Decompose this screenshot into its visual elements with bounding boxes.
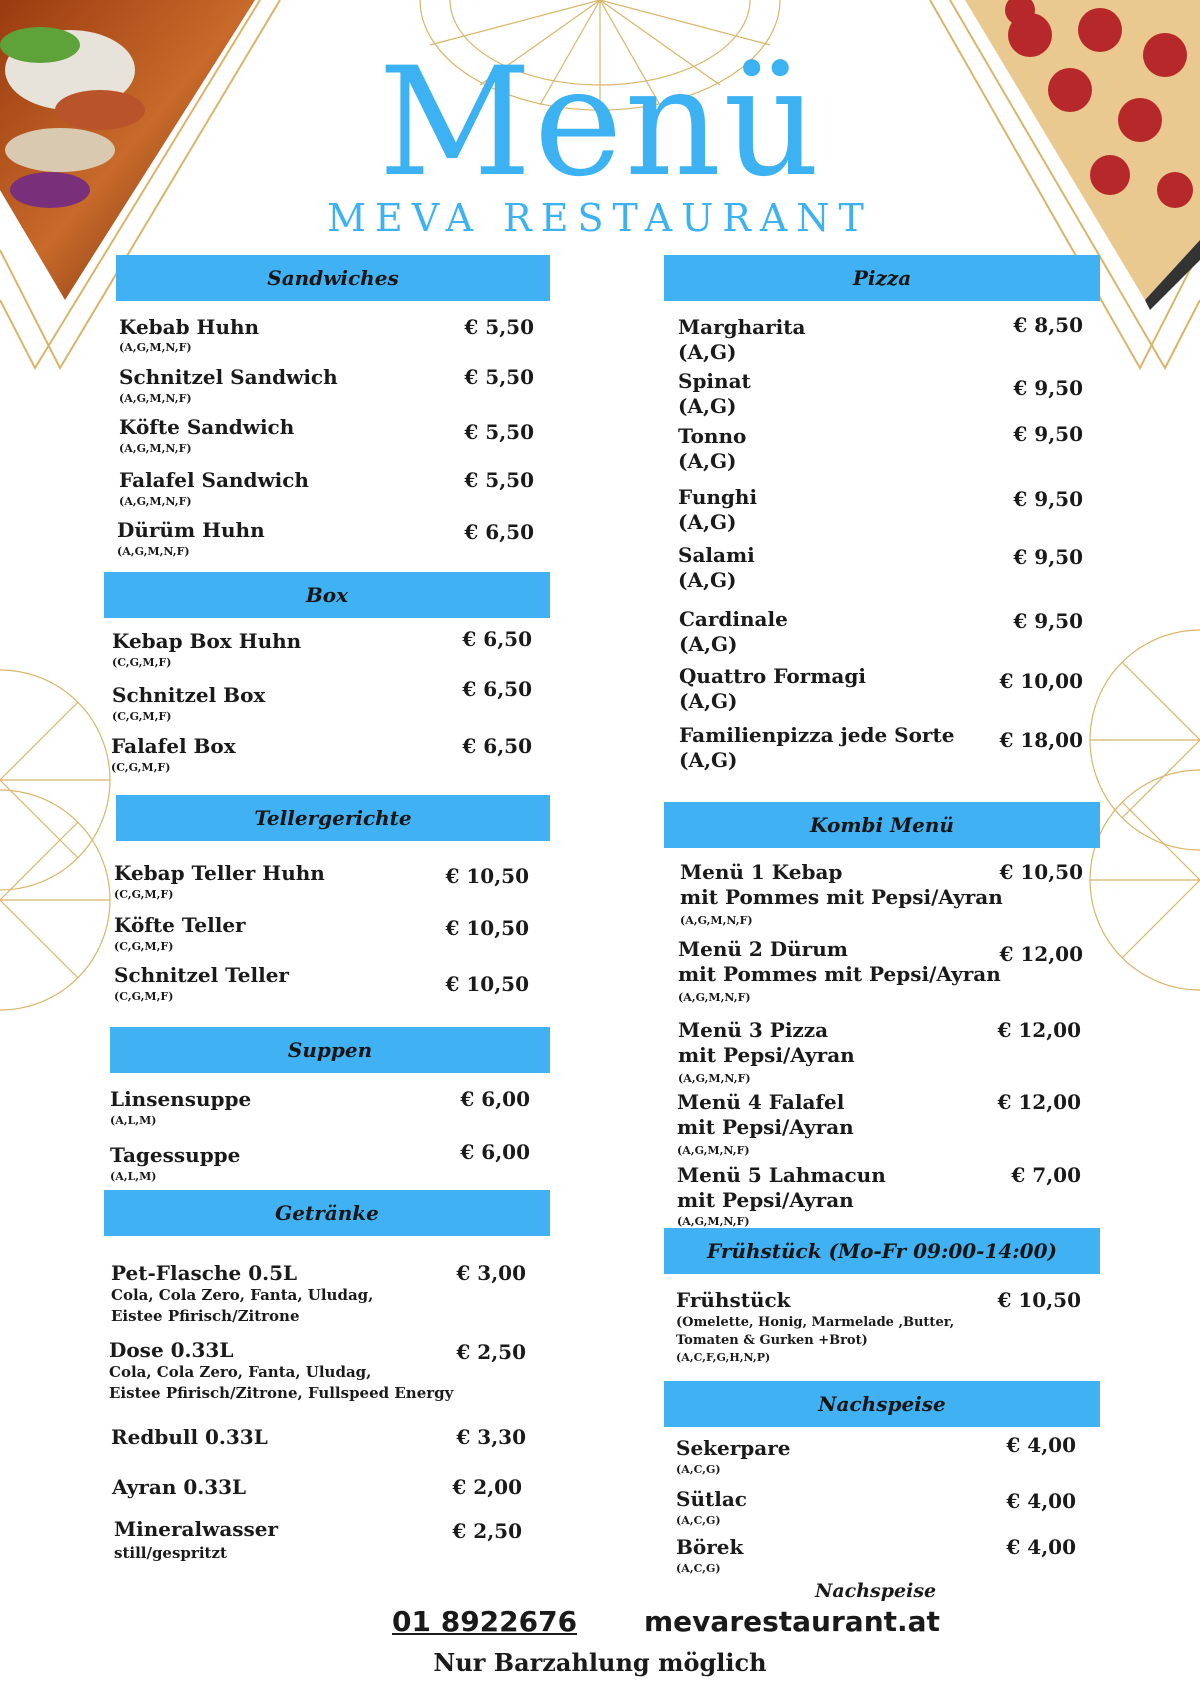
item-allergens: (A,G)	[678, 449, 737, 473]
item-name: Dose 0.33L	[109, 1338, 234, 1362]
item-name: Tagessuppe	[110, 1143, 241, 1167]
item-description: Tomaten & Gurken +Brot)	[676, 1333, 868, 1348]
section-header-tellergerichte: Tellergerichte	[116, 795, 550, 841]
item-name: Sütlac	[676, 1487, 747, 1511]
item-description: Eistee Pfirisch/Zitrone	[111, 1307, 300, 1325]
item-price: € 12,00	[997, 1018, 1081, 1042]
item-price: € 7,00	[1011, 1163, 1081, 1187]
item-price: € 9,50	[1013, 422, 1083, 446]
item-name: Spinat	[678, 369, 751, 393]
item-name: Cardinale	[679, 607, 788, 631]
item-name: Schnitzel Sandwich	[119, 365, 338, 389]
item-price: € 3,30	[456, 1425, 526, 1449]
item-price: € 6,50	[462, 677, 532, 701]
item-name: Salami	[678, 543, 755, 567]
item-price: € 9,50	[1013, 609, 1083, 633]
item-price: € 12,00	[999, 942, 1083, 966]
item-name: Funghi	[678, 485, 758, 509]
item-description: Eistee Pfirisch/Zitrone, Fullspeed Energy	[109, 1384, 454, 1402]
item-allergens: (A,C,G)	[676, 1463, 721, 1476]
item-price: € 2,50	[456, 1340, 526, 1364]
item-name: Pet-Flasche 0.5L	[111, 1261, 298, 1285]
section-header-pizza: Pizza	[664, 255, 1100, 301]
item-price: € 10,50	[997, 1288, 1081, 1312]
item-description: mit Pommes mit Pepsi/Ayran	[678, 962, 1001, 986]
item-price: € 6,50	[464, 520, 534, 544]
item-allergens: (A,G)	[678, 510, 737, 534]
item-allergens: (C,G,M,F)	[111, 761, 171, 774]
item-price: € 5,50	[464, 365, 534, 389]
item-allergens: (A,G,M,N,F)	[680, 914, 753, 927]
item-price: € 6,50	[462, 734, 532, 758]
item-price: € 9,50	[1013, 487, 1083, 511]
item-allergens: (A,G,M,N,F)	[678, 991, 751, 1004]
item-allergens: (A,L,M)	[110, 1170, 157, 1183]
section-header-box: Box	[104, 572, 550, 618]
item-name: Börek	[676, 1535, 744, 1559]
item-description: Cola, Cola Zero, Fanta, Uludag,	[109, 1363, 372, 1381]
menu-title: Menü	[378, 36, 822, 210]
item-name: Tonno	[678, 424, 747, 448]
item-name: Menü 3 Pizza	[678, 1018, 829, 1042]
item-price: € 9,50	[1013, 545, 1083, 569]
item-price: € 4,00	[1006, 1489, 1076, 1513]
item-allergens: (C,G,M,F)	[114, 888, 174, 901]
item-allergens: (A,G,M,N,F)	[677, 1215, 750, 1228]
item-price: € 10,50	[999, 860, 1083, 884]
item-allergens: (A,G)	[679, 748, 738, 772]
item-allergens: (C,G,M,F)	[112, 710, 172, 723]
item-allergens: (A,C,F,G,H,N,P)	[676, 1351, 771, 1364]
item-allergens: (C,G,M,F)	[114, 940, 174, 953]
item-name: Linsensuppe	[110, 1087, 252, 1111]
payment-note: Nur Barzahlung möglich	[433, 1648, 767, 1677]
section-header-nachspeise: Nachspeise	[664, 1381, 1100, 1427]
item-allergens: (A,G,M,N,F)	[677, 1144, 750, 1157]
item-allergens: (A,C,G)	[676, 1514, 721, 1527]
item-price: € 10,50	[445, 972, 529, 996]
item-price: € 3,00	[456, 1261, 526, 1285]
item-name: Kebap Teller Huhn	[114, 861, 325, 885]
phone-number[interactable]: 01 8922676	[392, 1605, 578, 1638]
section-header-suppen: Suppen	[110, 1027, 550, 1073]
item-name: Menü 1 Kebap	[680, 860, 843, 884]
restaurant-name: MEVA RESTAURANT	[327, 196, 873, 240]
item-allergens: (A,G)	[678, 340, 737, 364]
item-name: Schnitzel Teller	[114, 963, 289, 987]
item-name: Redbull 0.33L	[111, 1425, 268, 1449]
item-allergens: (A,G)	[678, 394, 737, 418]
item-description: mit Pepsi/Ayran	[677, 1188, 854, 1212]
item-name: Margharita	[678, 315, 806, 339]
section-header-kombi: Kombi Menü	[664, 802, 1100, 848]
item-name: Menü 2 Dürum	[678, 937, 848, 961]
item-allergens: (A,G,M,N,F)	[678, 1072, 751, 1085]
item-allergens: (C,G,M,F)	[112, 656, 172, 669]
item-allergens: (A,G,M,N,F)	[117, 545, 190, 558]
item-allergens: (A,L,M)	[110, 1114, 157, 1127]
item-allergens: (A,G,M,N,F)	[119, 442, 192, 455]
item-price: € 12,00	[997, 1090, 1081, 1114]
item-price: € 9,50	[1013, 376, 1083, 400]
item-price: € 2,50	[452, 1519, 522, 1543]
section-header-fruehstueck: Frühstück (Mo-Fr 09:00-14:00)	[664, 1228, 1100, 1274]
item-price: € 4,00	[1006, 1433, 1076, 1457]
item-description: mit Pommes mit Pepsi/Ayran	[680, 885, 1003, 909]
item-name: Menü 5 Lahmacun	[677, 1163, 886, 1187]
item-allergens: (A,G,M,N,F)	[119, 495, 192, 508]
item-price: € 6,00	[460, 1140, 530, 1164]
item-price: € 5,50	[464, 420, 534, 444]
item-name: Mineralwasser	[114, 1517, 279, 1541]
item-price: € 10,00	[999, 669, 1083, 693]
item-allergens: (A,G)	[679, 632, 738, 656]
item-name: Kebap Box Huhn	[112, 629, 302, 653]
item-name: Kebab Huhn	[119, 315, 260, 339]
item-description: still/gespritzt	[114, 1544, 227, 1562]
item-price: € 6,50	[462, 627, 532, 651]
item-price: € 18,00	[999, 728, 1083, 752]
item-name: Falafel Box	[111, 734, 236, 758]
item-name: Köfte Teller	[114, 913, 246, 937]
item-allergens: (A,C,G)	[676, 1562, 721, 1575]
item-description: Cola, Cola Zero, Fanta, Uludag,	[111, 1286, 374, 1304]
item-name: Köfte Sandwich	[119, 415, 295, 439]
item-name: Quattro Formagi	[679, 664, 866, 688]
website-link[interactable]: mevarestaurant.at	[644, 1605, 940, 1638]
item-allergens: (A,G)	[679, 689, 738, 713]
item-price: € 2,00	[452, 1475, 522, 1499]
item-allergens: (C,G,M,F)	[114, 990, 174, 1003]
item-name: Frühstück	[676, 1288, 791, 1312]
item-allergens: (A,G,M,N,F)	[119, 392, 192, 405]
item-name: Menü 4 Falafel	[677, 1090, 845, 1114]
item-price: € 5,50	[464, 468, 534, 492]
item-allergens: (A,G,M,N,F)	[119, 341, 192, 354]
item-price: € 6,00	[460, 1087, 530, 1111]
item-name: Dürüm Huhn	[117, 518, 265, 542]
section-header-getraenke: Getränke	[104, 1190, 550, 1236]
nachspeise-note: Nachspeise	[815, 1580, 937, 1602]
item-name: Schnitzel Box	[112, 683, 266, 707]
item-price: € 10,50	[445, 916, 529, 940]
item-description: mit Pepsi/Ayran	[678, 1043, 855, 1067]
item-name: Familienpizza jede Sorte	[679, 723, 955, 747]
item-price: € 8,50	[1013, 313, 1083, 337]
item-description: (Omelette, Honig, Marmelade ,Butter,	[676, 1315, 955, 1330]
item-name: Sekerpare	[676, 1436, 791, 1460]
item-name: Falafel Sandwich	[119, 468, 309, 492]
item-price: € 4,00	[1006, 1535, 1076, 1559]
section-header-sandwiches: Sandwiches	[116, 255, 550, 301]
item-price: € 5,50	[464, 315, 534, 339]
item-name: Ayran 0.33L	[112, 1475, 247, 1499]
item-allergens: (A,G)	[678, 568, 737, 592]
item-price: € 10,50	[445, 864, 529, 888]
item-description: mit Pepsi/Ayran	[677, 1115, 854, 1139]
